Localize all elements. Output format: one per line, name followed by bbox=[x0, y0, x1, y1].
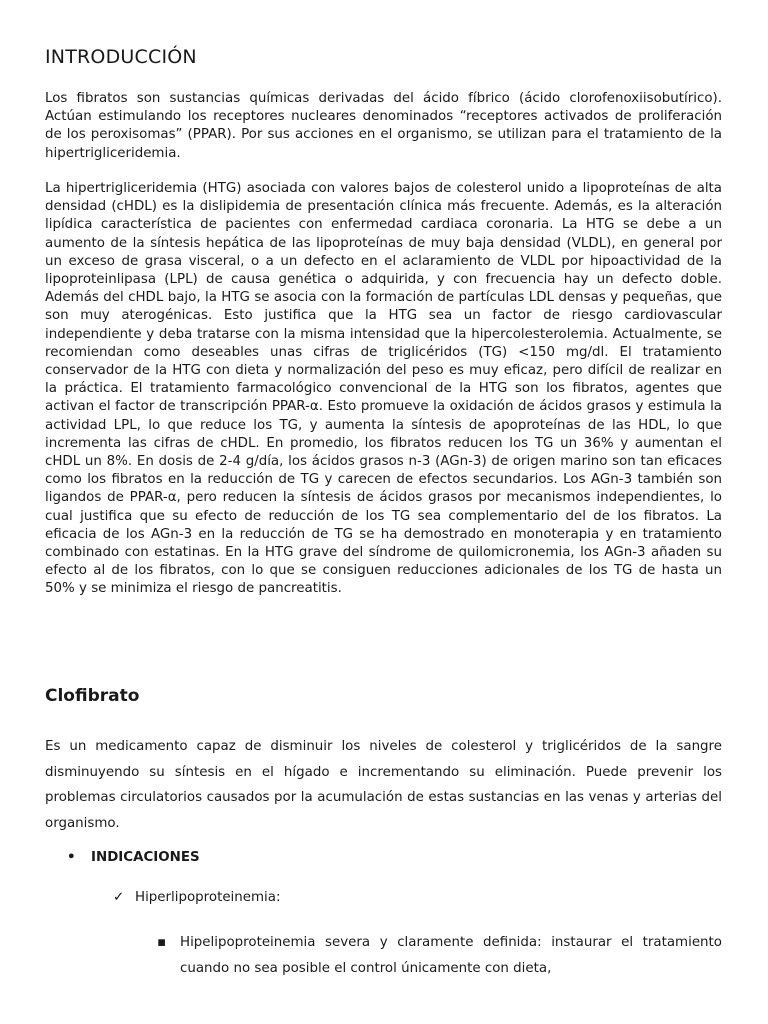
section-title: Clofibrato bbox=[45, 686, 140, 706]
list-item-text: Hipelipoproteinemia severa y claramente definida: instaurar el tratamiento cuando no sea posible el control únicamente con dieta, bbox=[180, 935, 722, 976]
intro-paragraph-1: Los fibratos son sustancias químicas derivadas del ácido fíbrico (ácido clorofenoxiisobutírico). Actúan estimulando los receptores nucleares denominados “receptores activados de proliferación de los peroxisomas” (PPAR). Por sus acciones en el organismo, se utilizan para el tratamiento de la hipertrigliceridemia. bbox=[45, 91, 722, 161]
bullet-dot-icon: • bbox=[67, 850, 76, 865]
clofibrato-paragraph: Es un medicamento capaz de disminuir los niveles de colesterol y triglicéridos de la sangre disminuyendo su síntesis en el hígado e incrementando su eliminación. Puede prevenir los problemas circulatorios causados por la acumulación de estas sustancias en las venas y arterias del organismo. bbox=[45, 739, 722, 831]
list-item-label: INDICACIONES bbox=[91, 850, 200, 865]
list-item-hipelipoproteinemia-severa bbox=[157, 930, 722, 981]
list-item-indicaciones bbox=[67, 850, 200, 865]
list-item-hiperlipoproteinemia bbox=[113, 890, 281, 905]
document-heading: INTRODUCCIÓN bbox=[45, 46, 197, 68]
list-item-label: Hiperlipoproteinemia: bbox=[135, 890, 281, 905]
square-bullet-icon: ▪ bbox=[157, 935, 167, 950]
intro-paragraph-2: La hipertrigliceridemia (HTG) asociada con valores bajos de colesterol unido a lipoproteínas de alta densidad (cHDL) es la dislipidemia de presentación clínica más frecuente. Además, es la alteración lipídica característica de pacientes con enfermedad cardiaca coronaria. La HTG se debe a un aumento de la síntesis hepática de las lipoproteínas de muy baja densidad (VLDL), en general por un exceso de grasa visceral, o a un defecto en el aclaramiento de VLDL por hipoactividad de la lipoproteinlipasa (LPL) de causa genética o adquirida, y con frecuencia hay un defecto doble. Además del cHDL bajo, la HTG se asocia con la formación de partículas LDL densas y pequeñas, que son muy aterogénicas. Esto justifica que la HTG sea un factor de riesgo cardiovascular independiente y deba tratarse con la misma intensidad que la hipercolesterolemia. Actualmente, se recomiendan como deseables unas cifras de triglicéridos (TG) <150 mg/dl. El tratamiento conservador de la HTG con dieta y normalización del peso es muy eficaz, pero difícil de realizar en la práctica. El tratamiento farmacológico convencional de la HTG son los fibratos, agentes que activan el factor de transcripción PPAR-α. Esto promueve la oxidación de ácidos grasos y estimula la actividad LPL, lo que reduce los TG, y aumenta la síntesis de apoproteínas de las HDL, lo que incrementa las cifras de cHDL. En promedio, los fibratos reducen los TG un 36% y aumentan el cHDL un 8%. En dosis de 2-4 g/día, los ácidos grasos n-3 (AGn-3) de origen marino son tan eficaces como los fibratos en la reducción de TG y carecen de efectos secundarios. Los AGn-3 también son ligandos de PPAR-α, pero reducen la síntesis de ácidos grasos por mecanismos independientes, lo cual justifica que su efecto de reducción de los TG sea complementario del de los fibratos. La eficacia de los AGn-3 en la reducción de TG se ha demostrado en monoterapia y en tratamiento combinado con estatinas. En la HTG grave del síndrome de quilomicronemia, los AGn-3 añaden su efecto al de los fibratos, con lo que se consiguen reducciones adicionales de los TG de hasta un 50% y se minimiza el riesgo de pancreatitis. bbox=[45, 181, 722, 597]
checkmark-icon: ✓ bbox=[113, 890, 125, 905]
